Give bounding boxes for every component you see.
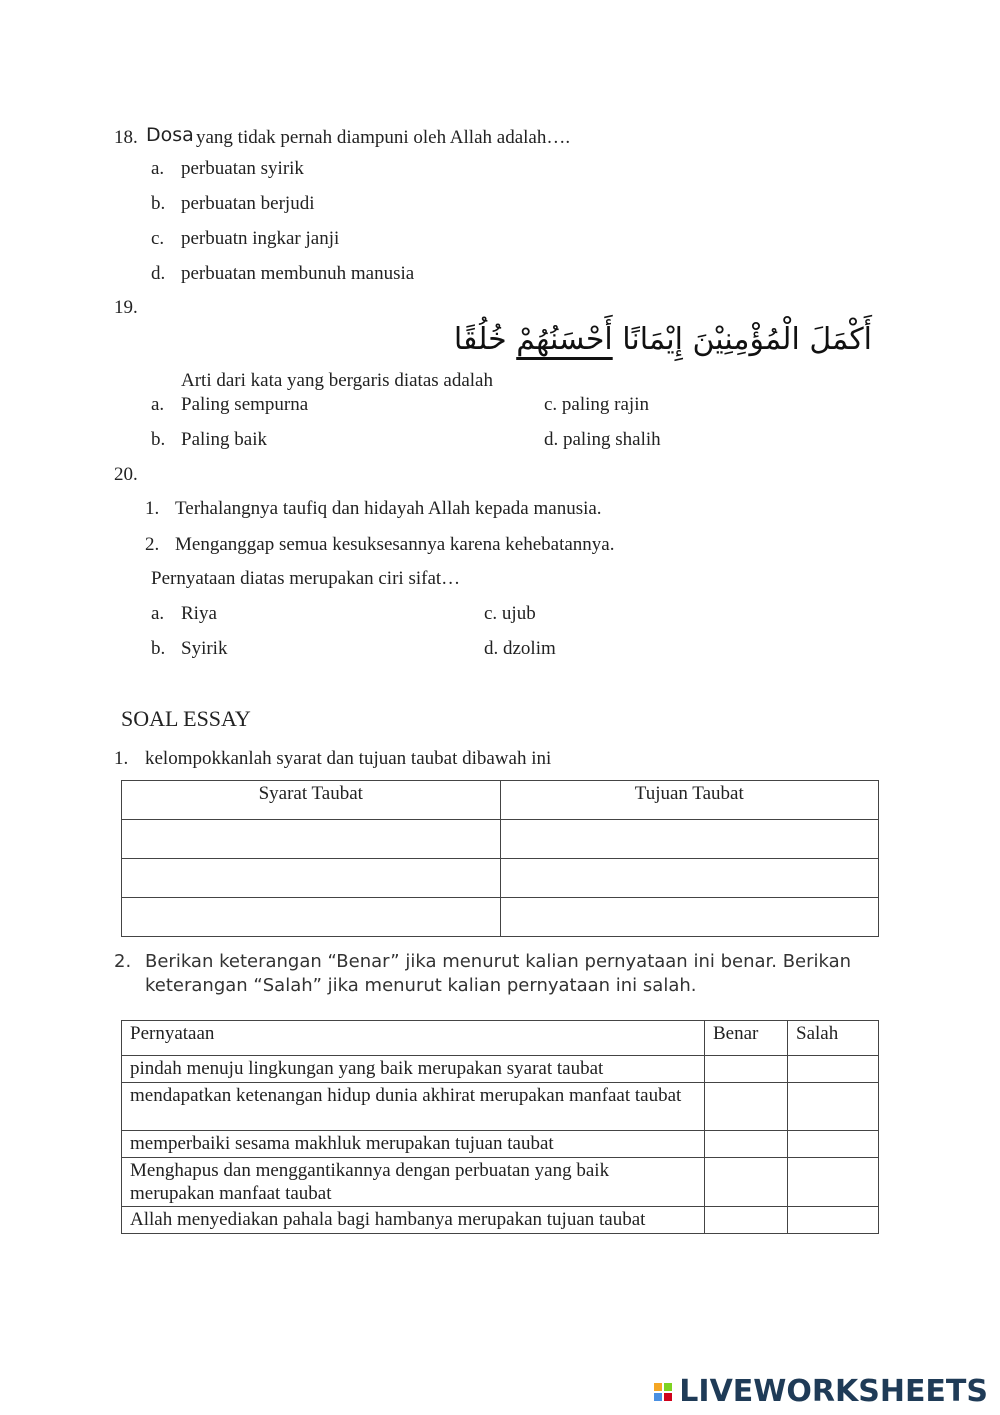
table-header-salah: Salah — [788, 1021, 879, 1056]
statement-cell: memperbaiki sesama makhluk merupakan tujuan taubat — [122, 1131, 705, 1158]
syarat-cell[interactable] — [122, 898, 501, 937]
q20-option-c[interactable]: c. ujub — [484, 603, 536, 624]
salah-cell[interactable] — [788, 1056, 879, 1083]
salah-cell[interactable] — [788, 1131, 879, 1158]
essay-1-instruction: kelompokkanlah syarat dan tujuan taubat dibawah ini — [145, 748, 552, 769]
table-header-tujuan: Tujuan Taubat — [500, 781, 879, 820]
tujuan-cell[interactable] — [500, 898, 879, 937]
q20-option-a[interactable]: Riya — [181, 603, 217, 624]
q20-number: 20. — [114, 464, 138, 485]
q20-statement-2: Menganggap semua kesuksesannya karena kehebatannya. — [175, 534, 615, 555]
q19-option-b-letter: b. — [151, 429, 166, 450]
statement-cell: Allah menyediakan pahala bagi hambanya merupakan tujuan taubat — [122, 1207, 705, 1234]
q19-arabic-hadith: أَكْمَلَ الْمُؤْمِنِيْنَ إِيْمَانًا أَحْسَنُهُمْ خُلُقًا — [453, 322, 872, 357]
syarat-cell[interactable] — [122, 820, 501, 859]
q18-option-c-letter: c. — [151, 228, 165, 249]
q19-option-a[interactable]: Paling sempurna — [181, 394, 309, 415]
q20-option-b[interactable]: Syirik — [181, 638, 228, 659]
q19-option-a-letter: a. — [151, 394, 165, 415]
q20-option-d[interactable]: d. dzolim — [484, 638, 556, 659]
essay-1-table — [121, 780, 879, 937]
q20-statement-1: Terhalangnya taufiq dan hidayah Allah kepada manusia. — [175, 498, 602, 519]
essay-2-number: 2. — [114, 951, 132, 972]
q18-option-a-letter: a. — [151, 158, 165, 179]
q18-option-b[interactable]: perbuatan berjudi — [181, 193, 315, 214]
q18-option-b-letter: b. — [151, 193, 166, 214]
statement-cell: mendapatkan ketenangan hidup dunia akhirat merupakan manfaat taubat — [122, 1083, 705, 1131]
benar-cell[interactable] — [705, 1207, 788, 1234]
table-header-pernyataan: Pernyataan — [122, 1021, 705, 1056]
tujuan-cell[interactable] — [500, 820, 879, 859]
q19-number: 19. — [114, 297, 138, 318]
q18-option-c[interactable]: perbuatn ingkar janji — [181, 228, 340, 249]
statement-cell: pindah menuju lingkungan yang baik merupakan syarat taubat — [122, 1056, 705, 1083]
logo-text: LIVEWORKSHEETS — [679, 1374, 988, 1409]
q20-question: Pernyataan diatas merupakan ciri sifat… — [151, 568, 461, 589]
benar-cell[interactable] — [705, 1056, 788, 1083]
benar-cell[interactable] — [705, 1131, 788, 1158]
q20-statement-2-number: 2. — [145, 534, 160, 555]
liveworksheets-logo[interactable] — [653, 1374, 988, 1409]
statement-cell: Menghapus dan menggantikannya dengan perbuatan yang baik merupakan manfaat taubat — [122, 1158, 705, 1207]
essay-2-instruction-line2: keterangan “Salah” jika menurut kalian pernyataan ini salah. — [145, 975, 697, 996]
q20-option-a-letter: a. — [151, 603, 165, 624]
q18-number: 18. — [114, 127, 138, 148]
tujuan-cell[interactable] — [500, 859, 879, 898]
q20-statement-1-number: 1. — [145, 498, 160, 519]
syarat-cell[interactable] — [122, 859, 501, 898]
table-header-syarat: Syarat Taubat — [122, 781, 501, 820]
essay-2-table — [121, 1020, 879, 1234]
q19-option-b[interactable]: Paling baik — [181, 429, 268, 450]
q18-option-d-letter: d. — [151, 263, 166, 284]
table-header-benar: Benar — [705, 1021, 788, 1056]
q19-option-d[interactable]: d. paling shalih — [544, 429, 661, 450]
essay-1-number: 1. — [114, 748, 129, 769]
q18-question: yang tidak pernah diampuni oleh Allah adalah…. — [196, 127, 571, 148]
essay-2-instruction-line1: Berikan keterangan “Benar” jika menurut kalian pernyataan ini benar. Berikan — [145, 951, 852, 972]
salah-cell[interactable] — [788, 1083, 879, 1131]
q19-option-c[interactable]: c. paling rajin — [544, 394, 649, 415]
liveworksheets-icon — [653, 1382, 675, 1404]
q18-option-a[interactable]: perbuatan syirik — [181, 158, 304, 179]
q19-underlined-word: أَحْسَنُهُمْ — [516, 322, 613, 357]
q18-word-dosa: Dosa — [146, 124, 194, 146]
q20-option-b-letter: b. — [151, 638, 166, 659]
essay-heading: SOAL ESSAY — [121, 706, 251, 731]
salah-cell[interactable] — [788, 1158, 879, 1207]
benar-cell[interactable] — [705, 1158, 788, 1207]
q19-question: Arti dari kata yang bergaris diatas adalah — [181, 370, 493, 391]
benar-cell[interactable] — [705, 1083, 788, 1131]
salah-cell[interactable] — [788, 1207, 879, 1234]
q18-option-d[interactable]: perbuatan membunuh manusia — [181, 263, 415, 284]
